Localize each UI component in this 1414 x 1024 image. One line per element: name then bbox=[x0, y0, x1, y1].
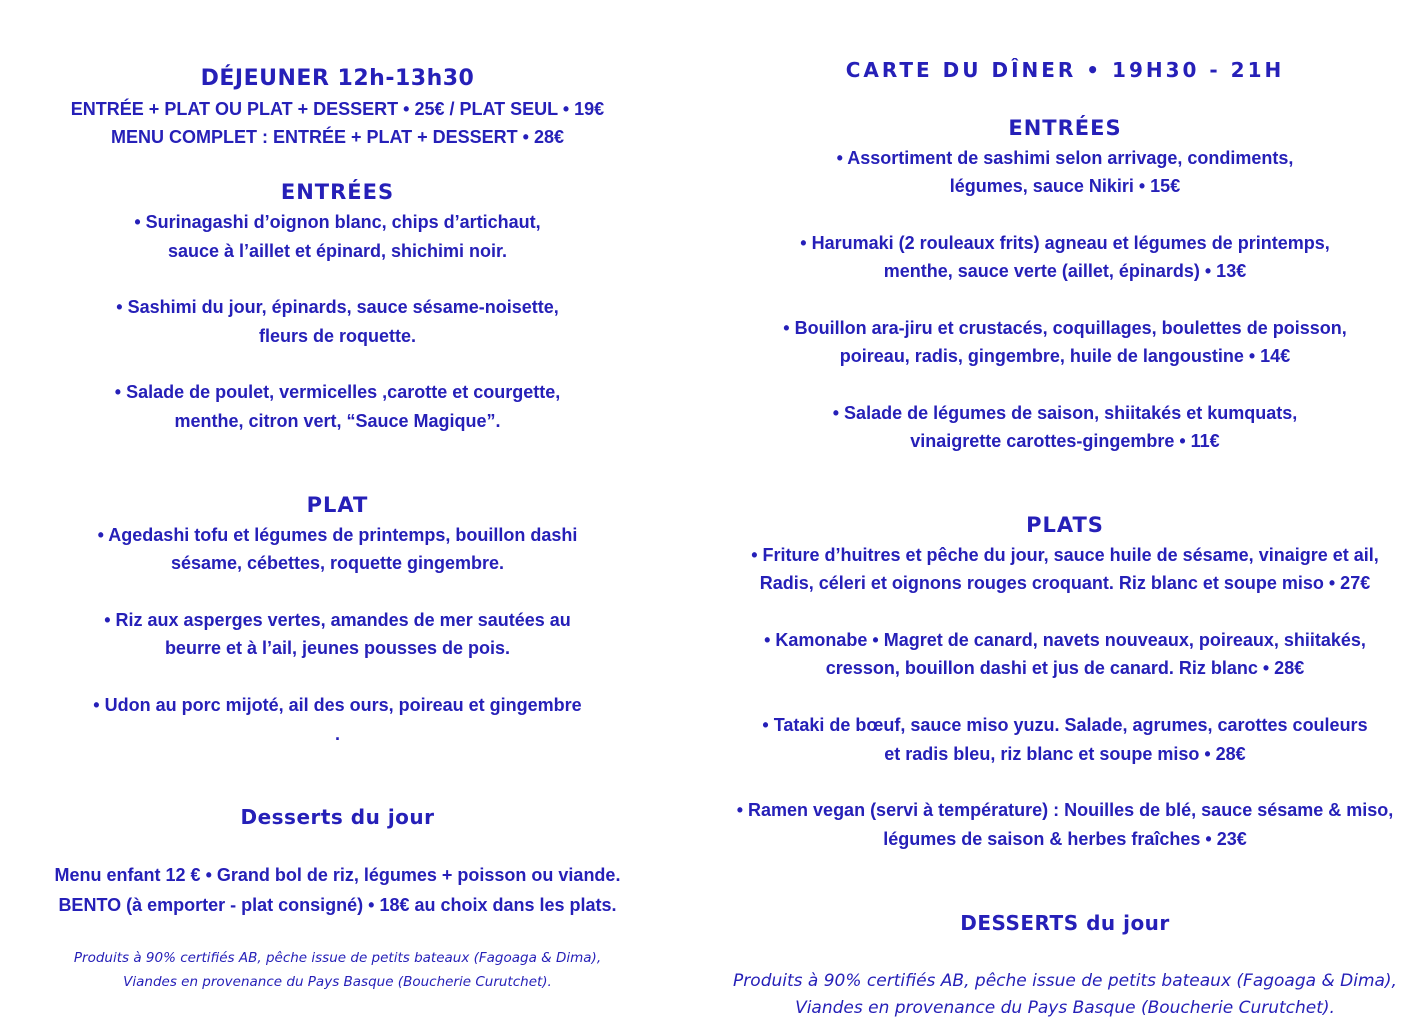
dinner-plat-line: • Kamonabe • Magret de canard, navets nouveaux, poireaux, shiitakés, bbox=[764, 630, 1366, 650]
lunch-plat-line: beurre et à l’ail, jeunes pousses de pois. bbox=[164, 638, 511, 658]
dinner-entree-line: menthe, sauce verte (aillet, épinards) • 13€ bbox=[883, 261, 1247, 281]
dinner-entree-line: • Harumaki (2 rouleaux frits) agneau et légumes de printemps, bbox=[800, 233, 1330, 253]
dinner-entrees-title: ENTRÉES bbox=[1008, 116, 1122, 140]
dinner-plat-line: légumes de saison & herbes fraîches • 23€ bbox=[883, 829, 1247, 849]
dinner-title: CARTE DU DÎNER • 19H30 - 21H bbox=[845, 58, 1285, 82]
lunch-formula-line: ENTRÉE + PLAT OU PLAT + DESSERT • 25€ / PLAT SEUL • 19€ bbox=[70, 99, 605, 119]
lunch-plat-line: sésame, cébettes, roquette gingembre. bbox=[170, 553, 505, 573]
dinner-entree-line: • Assortiment de sashimi selon arrivage, condiments, bbox=[836, 148, 1294, 168]
sourcing-note: Viandes en provenance du Pays Basque (Boucherie Curutchet). bbox=[795, 998, 1335, 1018]
lunch-entrees-title: ENTRÉES bbox=[280, 180, 395, 204]
lunch-entree-line: • Surinagashi d’oignon blanc, chips d’artichaut, bbox=[134, 212, 541, 232]
lunch-plat-line: • Udon au porc mijoté, ail des ours, poireau et gingembre bbox=[93, 695, 582, 715]
dinner-plats-title: PLATS bbox=[1026, 513, 1104, 537]
lunch-title: DÉJEUNER 12h-13h30 bbox=[200, 66, 475, 91]
dinner-entree-line: légumes, sauce Nikiri • 15€ bbox=[949, 176, 1181, 196]
lunch-entree-line: fleurs de roquette. bbox=[258, 326, 417, 346]
dinner-plat-line: et radis bleu, riz blanc et soupe miso • 28€ bbox=[884, 744, 1246, 764]
sourcing-note: Produits à 90% certifiés AB, pêche issue de petits bateaux (Fagoaga & Dima), bbox=[733, 971, 1397, 991]
dinner-entree-line: poireau, radis, gingembre, huile de langoustine • 14€ bbox=[839, 346, 1291, 366]
dinner-plat-line: cresson, bouillon dashi et jus de canard. Riz blanc • 28€ bbox=[825, 658, 1305, 678]
lunch-entree-line: • Salade de poulet, vermicelles ,carotte et courgette, bbox=[114, 382, 561, 402]
kids-menu-line: Menu enfant 12 € • Grand bol de riz, légumes + poisson ou viande. bbox=[54, 865, 621, 885]
dinner-plat-line: • Friture d’huitres et pêche du jour, sauce huile de sésame, vinaigre et ail, bbox=[751, 545, 1379, 565]
dinner-plat-line: • Tataki de bœuf, sauce miso yuzu. Salade, agrumes, carottes couleurs bbox=[762, 715, 1368, 735]
sourcing-note: Produits à 90% certifiés AB, pêche issue de petits bateaux (Fagoaga & Dima), bbox=[73, 950, 602, 966]
sourcing-note: Viandes en provenance du Pays Basque (Boucherie Curutchet). bbox=[123, 974, 552, 990]
dinner-plat-line: • Ramen vegan (servi à température) : Nouilles de blé, sauce sésame & miso, bbox=[736, 800, 1394, 820]
dinner-entree-line: • Bouillon ara-jiru et crustacés, coquillages, boulettes de poisson, bbox=[783, 318, 1347, 338]
lunch-entree-line: sauce à l’aillet et épinard, shichimi noir. bbox=[167, 241, 508, 261]
lunch-plat-line: • Agedashi tofu et légumes de printemps, bouillon dashi bbox=[97, 525, 578, 545]
lunch-plat-line: • Riz aux asperges vertes, amandes de mer sautées au bbox=[104, 610, 571, 630]
lunch-formula-line: MENU COMPLET : ENTRÉE + PLAT + DESSERT • 28€ bbox=[110, 127, 565, 147]
bento-line: BENTO (à emporter - plat consigné) • 18€ au choix dans les plats. bbox=[58, 895, 617, 915]
lunch-desserts-title: Desserts du jour bbox=[240, 805, 435, 829]
dinner-entree-line: • Salade de légumes de saison, shiitakés et kumquats, bbox=[832, 403, 1298, 423]
dinner-plat-line: Radis, céleri et oignons rouges croquant. Riz blanc et soupe miso • 27€ bbox=[759, 573, 1371, 593]
lunch-entree-line: menthe, citron vert, “Sauce Magique”. bbox=[174, 411, 501, 431]
lunch-entree-line: • Sashimi du jour, épinards, sauce sésame-noisette, bbox=[116, 297, 559, 317]
lunch-plat-line: . bbox=[334, 724, 340, 744]
dinner-desserts-title: DESSERTS du jour bbox=[960, 911, 1170, 935]
lunch-plat-title: PLAT bbox=[306, 493, 369, 517]
dinner-entree-line: vinaigrette carottes-gingembre • 11€ bbox=[910, 431, 1220, 451]
